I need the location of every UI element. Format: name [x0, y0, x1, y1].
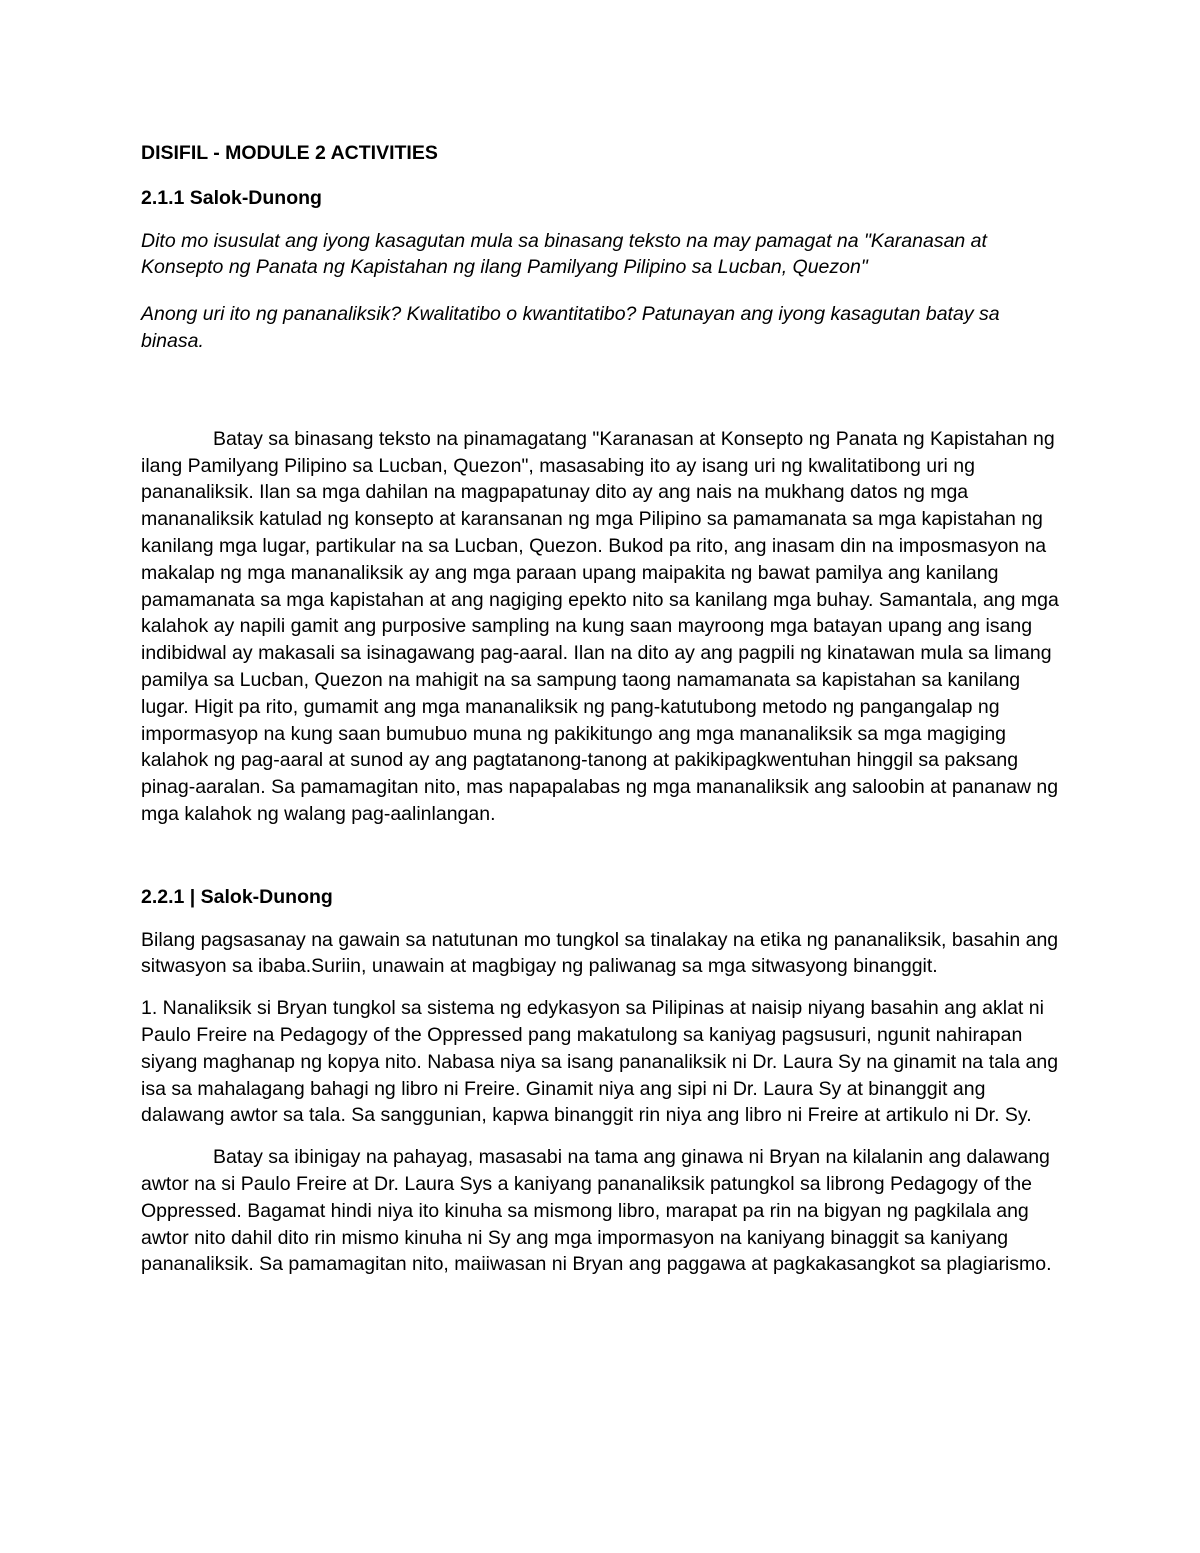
- section-2-2-1: [141, 884, 1061, 1278]
- section-question: Anong uri ito ng pananaliksik? Kwalitatibo o kwantitatibo? Patunayan ang iyong kasagutan batay sa binasa.: [141, 303, 1000, 352]
- answer-paragraph: Batay sa binasang teksto na pinamagatang "Karanasan at Konsepto ng Panata ng Kapistahan ng ilang Pamilyang Pilipino sa Lucban, Quezon", masasabing ito ay isang uri ng kwalitatibong uri ng pananaliksik. Ilan sa mga dahilan na magpapatunay dito ay ang nais na mukhang datos ng mga mananaliksik katulad ng konsepto at karansanan ng mga Pilipino sa pamamanata sa mga kapistahan ng kanilang mga lugar, partikular na sa Lucban, Quezon. Bukod pa rito, ang inasam din na imposmasyon na makalap ng mga mananaliksik ay ang mga paraan upang maipakita ng bawat pamilya ang kanilang pamamanata sa mga kapistahan at ang nagiging epekto nito sa kanilang mga buhay. Samantala, ang mga kalahok ay napili gamit ang purposive sampling na kung saan mayroong mga batayan upang ang isang indibidwal ay makasali sa isinagawang pag-aaral. Ilan na dito ay ang pagpili ng kinatawan mula sa limang pamilya sa Lucban, Quezon na mahigit na sa sampung taong namamanata sa kapistahan sa kanilang lugar. Higit pa rito, gumamit ang mga mananaliksik ng pang-katutubong metodo ng pangangalap ng impormasyop na kung saan bumubuo muna ng pakikitungo ang mga mananaliksik sa mga magiging kalahok ng pag-aaral at sunod ay ang pagtatanong-tanong at pakikipagkwentuhan hinggil sa paksang pinag-aaralan. Sa pamamagitan nito, mas napapalabas ng mga mananaliksik ang saloobin at pananaw ng mga kalahok ng walang pag-aalinlangan.: [141, 427, 1059, 825]
- section-heading: 2.2.1 | Salok-Dunong: [141, 885, 333, 908]
- answer-paragraph: Batay sa ibinigay na pahayag, masasabi na tama ang ginawa ni Bryan na kilalanin ang dalawang awtor na si Paulo Freire at Dr. Laura Sys a kaniyang pananaliksik patungkol sa librong Pedagogy of the Oppressed. Bagamat hindi niya ito kinuha sa mismong libro, marapat pa rin na bigyan ng pagkilala ang awtor nito dahil dito rin mismo kinuha ni Sy ang mga impormasyon na kaniyang binaggit sa kaniyang pananaliksik. Sa pamamagitan nito, maiiwasan ni Bryan ang paggawa at pagkakasangkot sa plagiarismo.: [141, 1146, 1052, 1276]
- document-title: DISIFIL - MODULE 2 ACTIVITIES: [141, 142, 438, 164]
- situation-paragraph: 1. Nanaliksik si Bryan tungkol sa sistema ng edykasyon sa Pilipinas at naisip niyang basahin ang aklat ni Paulo Freire na Pedagogy of the Oppressed pang makatulong sa kaniyag pagsusuri, ngunit nahirapan siyang maghanap ng kopya nito. Nabasa niya sa isang pananaliksik ni Dr. Laura Sy na ginamit na tala ang isa sa mahalagang bahagi ng libro ni Freire. Ginamit niya ang sipi ni Dr. Laura Sy at binanggit ang dalawang awtor sa tala. Sa sanggunian, kapwa binanggit rin niya ang libro ni Freire at artikulo ni Dr. Sy.: [141, 997, 1059, 1127]
- section-heading: 2.1.1 Salok-Dunong: [141, 186, 322, 209]
- section-instruction: Bilang pagsasanay na gawain sa natutunan mo tungkol sa tinalakay na etika ng pananaliksik, basahin ang sitwasyon sa ibaba.Suriin, unawain at magbigay ng paliwanag sa mga sitwasyong binanggit.: [141, 928, 1059, 978]
- document-page: [141, 140, 1061, 1278]
- section-instruction: Dito mo isusulat ang iyong kasagutan mula sa binasang teksto na may pamagat na "Karanasan at Konsepto ng Panata ng Kapistahan ng ilang Pamilyang Pilipino sa Lucban, Quezon": [141, 229, 987, 279]
- section-2-1-1: [141, 185, 1061, 828]
